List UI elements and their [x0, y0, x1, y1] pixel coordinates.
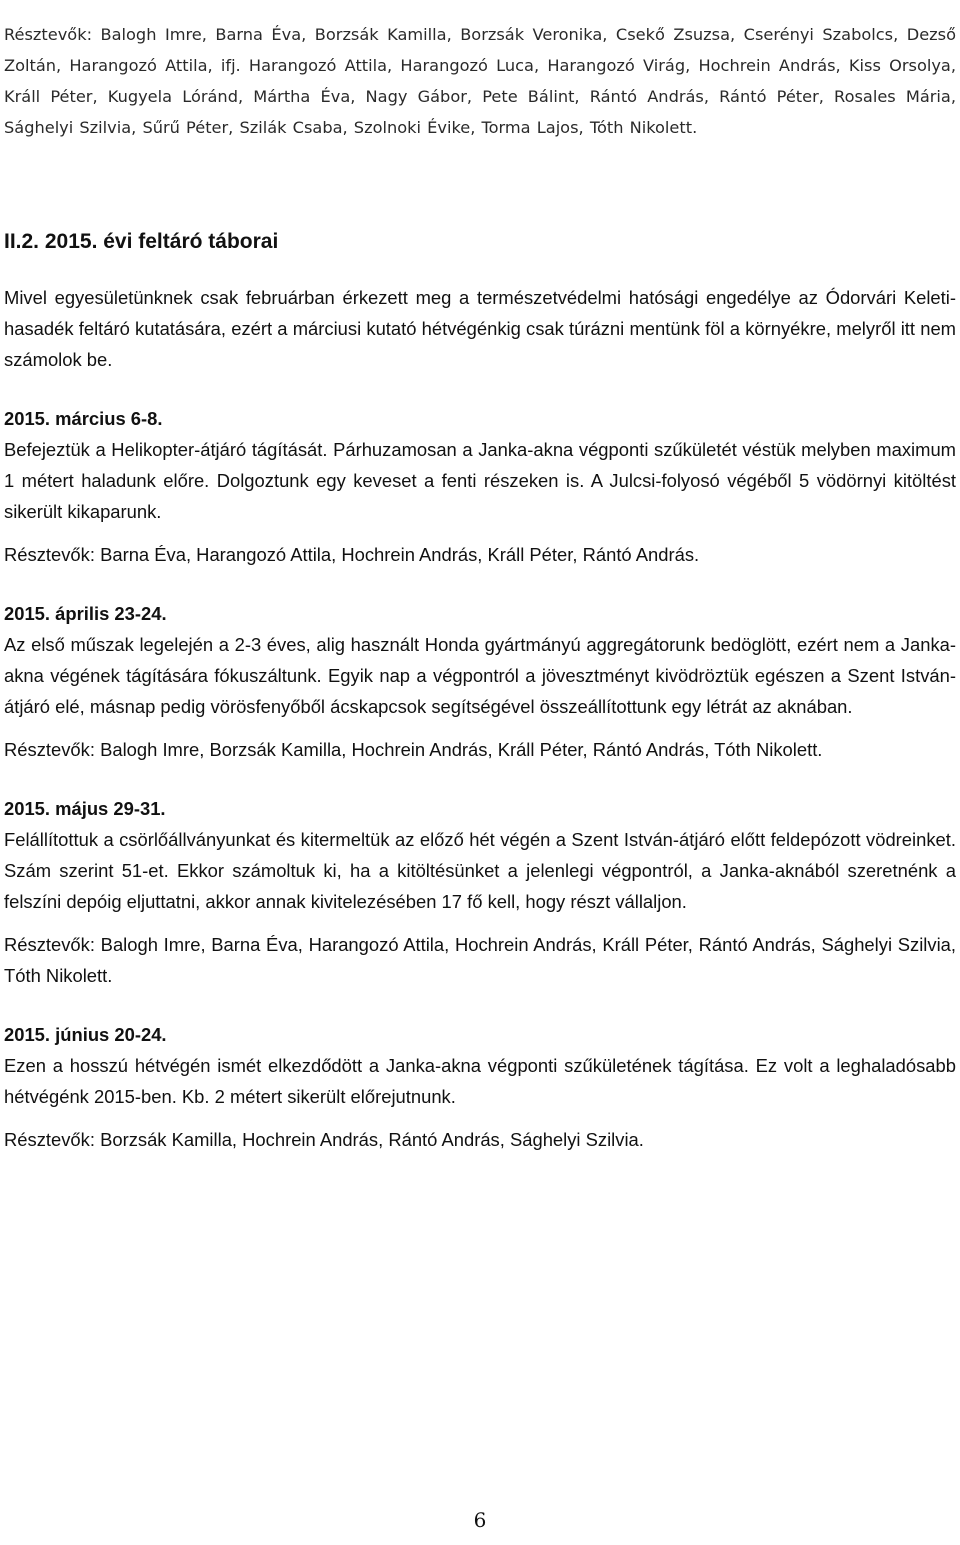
- section-content: [4, 222, 956, 1155]
- entry-april: [4, 598, 956, 765]
- entry-text: Felállítottuk a csörlőállványunkat és kitermeltük az előző hét végén a Szent István-átjáró előtt feldepózott vödreinket. Szám szerint 51-et. Ekkor számoltuk ki, ha a kitöltésünket a jelenlegi végpontról, a Janka-aknából szeretnénk a felszíni depóig eljuttatni, akkor annak kivitelezésében 17 fő kell, hogy részt vállaljon.: [4, 829, 956, 912]
- entry-text: Befejeztük a Helikopter-átjáró tágítását. Párhuzamosan a Janka-akna végponti szűkületét véstük melyben maximum 1 métert haladunk előre. Dolgoztunk egy keveset a fenti részeken is. A Julcsi-folyosó végéből 5 vödörnyi kitöltést sikerült kikaparunk.: [4, 439, 956, 522]
- section-heading: II.2. 2015. évi feltáró táborai: [4, 230, 279, 253]
- entry-text: Ezen a hosszú hétvégén ismét elkezdődött a Janka-akna végponti szűkületének tágítása. Ez volt a leghaladósabb hétvégénk 2015-ben. Kb. 2 métert sikerült előrejutnunk.: [4, 1055, 956, 1107]
- entry-participants: Résztevők: Balogh Imre, Borzsák Kamilla, Hochrein András, Králl Péter, Rántó András, Tóth Nikolett.: [4, 739, 823, 760]
- page-number: 6: [473, 1508, 487, 1532]
- entry-date: 2015. május 29-31.: [4, 798, 166, 819]
- entry-participants: Résztevők: Barna Éva, Harangozó Attila, Hochrein András, Králl Péter, Rántó András.: [4, 544, 700, 565]
- entry-text: Az első műszak legelején a 2-3 éves, alig használt Honda gyártmányú aggregátorunk bedöglött, ezért nem a Janka-akna végének tágítására fókuszáltunk. Egyik nap a végpontról a jövesztményt kivödröztük egészen a Szent István-átjáró elé, másnap pedig vörösfenyőből ácskapcsok segítségével összeállítottunk egy létrát az aknában.: [4, 634, 956, 717]
- entry-participants: Résztevők: Borzsák Kamilla, Hochrein András, Rántó András, Sághelyi Szilvia.: [4, 1129, 644, 1150]
- entry-date: 2015. március 6-8.: [4, 408, 163, 429]
- entry-march: [4, 403, 956, 570]
- entry-june: [4, 1019, 956, 1155]
- section-intro-paragraph: Mivel egyesületünknek csak februárban érkezett meg a természetvédelmi hatósági engedélye az Ódorvári Keleti-hasadék feltáró kutatására, ezért a márciusi kutató hétvégénkig csak túrázni mentünk föl a környékre, melyről itt nem számolok be.: [4, 287, 956, 370]
- intro-participants-paragraph: Résztevők: Balogh Imre, Barna Éva, Borzsák Kamilla, Borzsák Veronika, Csekő Zsuzsa, Cserényi Szabolcs, Dezső Zoltán, Harangozó Attila, ifj. Harangozó Attila, Harangozó Luca, Harangozó Virág, Hochrein András, Kiss Orsolya, Králl Péter, Kugyela Lóránd, Mártha Éva, Nagy Gábor, Pete Bálint, Rántó András, Rántó Péter, Rosales Mária, Sághelyi Szilvia, Sűrű Péter, Szilák Csaba, Szolnoki Évike, Torma Lajos, Tóth Nikolett.: [4, 25, 956, 138]
- entry-participants: Résztevők: Balogh Imre, Barna Éva, Harangozó Attila, Hochrein András, Králl Péter, Rántó András, Sághelyi Szilvia, Tóth Nikolett.: [4, 934, 956, 986]
- entry-may: [4, 793, 956, 991]
- entry-date: 2015. június 20-24.: [4, 1024, 167, 1045]
- entry-date: 2015. április 23-24.: [4, 603, 167, 624]
